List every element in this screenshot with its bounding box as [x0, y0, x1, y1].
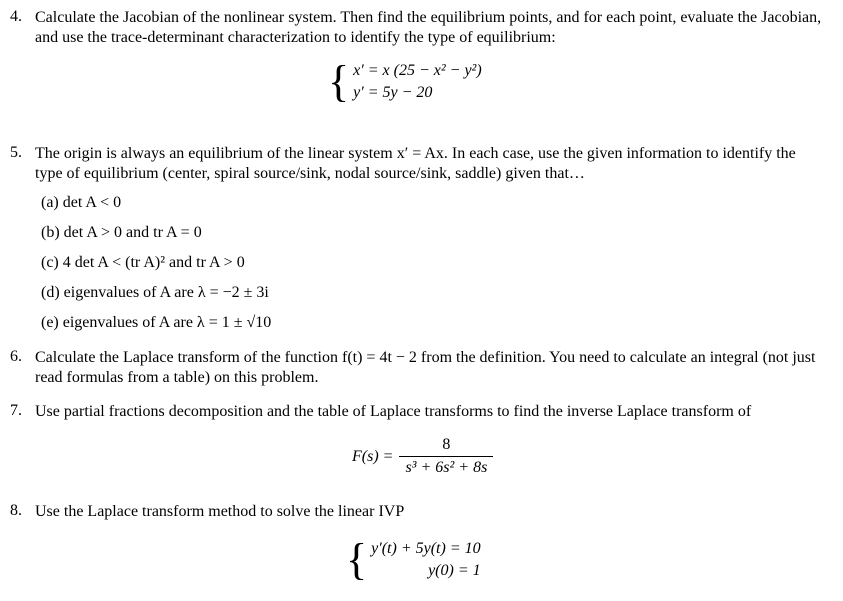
problem-number: 7. [10, 402, 22, 419]
problem-number: 6. [10, 348, 22, 365]
problem-4 [10, 8, 826, 48]
problem-text: Calculate the Jacobian of the nonlinear system. Then find the equilibrium points, and for each point, evaluate the Jacobian, and use the trace-determinant characterization to identify the type of equilibrium: [35, 9, 822, 46]
problem-number: 5. [10, 144, 22, 161]
problem-number: 8. [10, 502, 22, 519]
problem-5 [10, 144, 826, 184]
equation-system [328, 57, 482, 106]
problem-7 [10, 402, 826, 422]
problem-8 [10, 502, 826, 522]
left-brace: { [346, 535, 368, 584]
problem-text: Use the Laplace transform method to solve the linear IVP [35, 503, 405, 520]
equation-line: y′ = 5y − 20 [353, 84, 433, 101]
laplace-formula [352, 436, 493, 477]
subitem-c: (c) 4 det A < (tr A)² and tr A > 0 [41, 254, 245, 271]
formula-lhs: F(s) = [352, 447, 394, 465]
subitem-e: (e) eigenvalues of A are λ = 1 ± √10 [41, 314, 272, 331]
ivp-system [346, 535, 481, 584]
fraction-numerator: 8 [442, 436, 451, 453]
problem-text: The origin is always an equilibrium of the linear system x′ = Ax. In each case, use the given information to identify the type of equilibrium (center, spiral source/sink, nodal source/sink, saddle) given that… [35, 145, 796, 182]
fraction [399, 436, 493, 477]
subitem-b: (b) det A > 0 and tr A = 0 [41, 224, 202, 241]
equation-line: x′ = x (25 − x² − y²) [353, 62, 482, 79]
problem-number: 4. [10, 8, 22, 25]
subitem-a: (a) det A < 0 [41, 194, 122, 211]
left-brace: { [328, 57, 350, 106]
problem-text: Calculate the Laplace transform of the function f(t) = 4t − 2 from the definition. You need to calculate an integral (not just read formulas from a table) on this problem. [35, 349, 816, 386]
problem-text: Use partial fractions decomposition and the table of Laplace transforms to find the inverse Laplace transform of [35, 403, 752, 420]
subitem-d: (d) eigenvalues of A are λ = −2 ± 3i [41, 284, 269, 301]
problem-6 [10, 348, 826, 388]
equation-line: y(0) = 1 [428, 562, 481, 579]
equation-line: y′(t) + 5y(t) = 10 [371, 540, 481, 557]
fraction-denominator: s³ + 6s² + 8s [399, 456, 493, 477]
